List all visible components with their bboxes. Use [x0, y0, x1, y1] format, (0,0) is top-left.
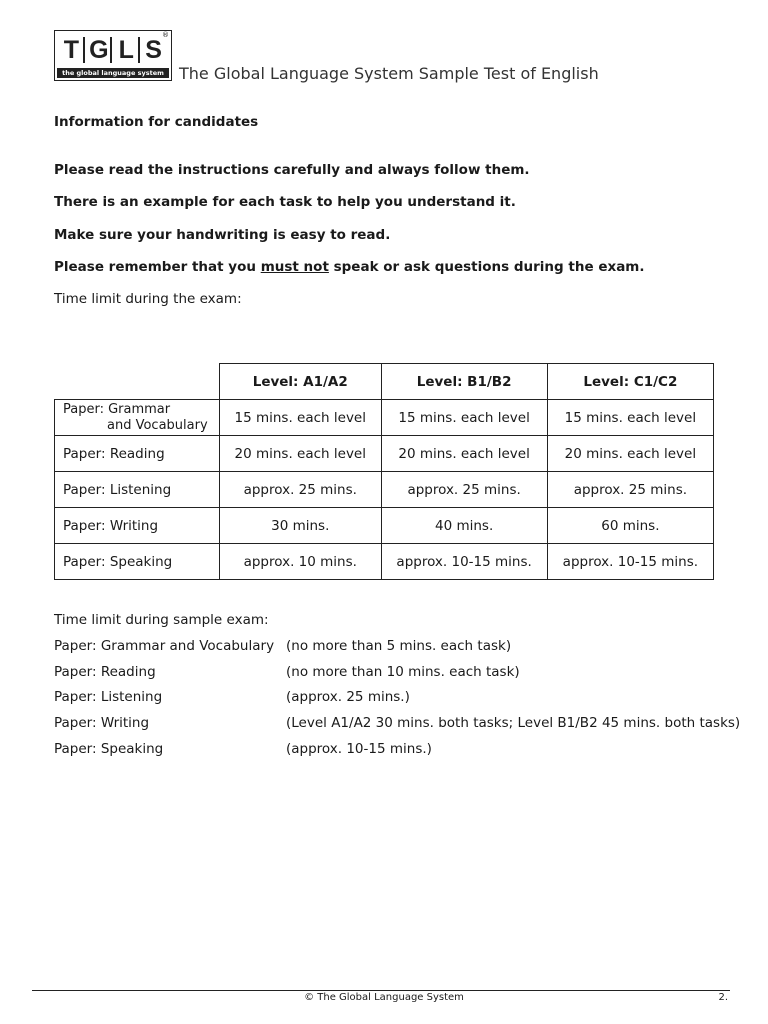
table-row: [55, 400, 714, 436]
table-row: [55, 472, 714, 508]
sample-paper: Paper: Writing: [54, 715, 150, 731]
time-limit-table: [54, 363, 714, 580]
table-cell: approx. 10 mins.: [220, 544, 382, 580]
table-cell: approx. 25 mins.: [220, 472, 382, 508]
row-label: Paper: Speaking: [55, 544, 220, 580]
table-cell: 20 mins. each level: [547, 436, 713, 472]
table-header: Level: A1/A2: [220, 364, 382, 400]
table-cell: approx. 10-15 mins.: [547, 544, 713, 580]
footer-copyright: © The Global Language System: [304, 992, 464, 1003]
row-label: Paper: Reading: [55, 436, 220, 472]
table-cell: 20 mins. each level: [381, 436, 547, 472]
warning-emphasis: must not: [260, 259, 329, 275]
sample-row: [54, 689, 410, 705]
table-corner: [55, 364, 220, 400]
footer-divider: [32, 990, 730, 991]
sample-time: (no more than 5 mins. each task): [286, 638, 512, 654]
sample-time: (no more than 10 mins. each task): [286, 664, 520, 680]
table-header: Level: C1/C2: [547, 364, 713, 400]
sample-row: [54, 715, 740, 731]
table-cell: 30 mins.: [220, 508, 382, 544]
table-cell: approx. 25 mins.: [381, 472, 547, 508]
row-label: Paper: Listening: [55, 472, 220, 508]
sample-paper: Paper: Reading: [54, 664, 156, 680]
page-number: 2.: [718, 992, 728, 1003]
info-line-warning: [54, 259, 645, 275]
table-row: [55, 436, 714, 472]
row-label: [55, 400, 220, 436]
sample-paper: Paper: Grammar and Vocabulary: [54, 638, 275, 654]
sample-row: [54, 741, 432, 757]
table-cell: 15 mins. each level: [547, 400, 713, 436]
sample-time: (approx. 25 mins.): [286, 689, 410, 705]
table-cell: 40 mins.: [381, 508, 547, 544]
info-line: Please read the instructions carefully and always follow them.: [54, 162, 530, 178]
logo-letter: S: [145, 35, 163, 64]
sample-row: [54, 638, 511, 654]
row-label-line: Paper: Grammar: [63, 401, 171, 417]
table-cell: 60 mins.: [547, 508, 713, 544]
sample-paper: Paper: Speaking: [54, 741, 164, 757]
logo-tagline: the global language system: [57, 68, 169, 78]
sample-paper: Paper: Listening: [54, 689, 163, 705]
sample-heading: Time limit during sample exam:: [54, 612, 269, 628]
info-line: Make sure your handwriting is easy to read.: [54, 227, 391, 243]
info-heading: Information for candidates: [54, 114, 259, 130]
table-row: [55, 544, 714, 580]
table-header: Level: B1/B2: [381, 364, 547, 400]
sample-time: (approx. 10-15 mins.): [286, 741, 432, 757]
table-cell: approx. 25 mins.: [547, 472, 713, 508]
row-label-line: and Vocabulary: [107, 417, 208, 433]
page-title: The Global Language System Sample Test of English: [179, 64, 599, 83]
table-cell: 15 mins. each level: [381, 400, 547, 436]
warning-post: speak or ask questions during the exam.: [328, 259, 645, 275]
logo-letter: G: [89, 35, 110, 64]
table-header-row: [55, 364, 714, 400]
sample-time: (Level A1/A2 30 mins. both tasks; Level B1/B2 45 mins. both tasks): [286, 715, 741, 731]
table-cell: approx. 10-15 mins.: [381, 544, 547, 580]
info-line: There is an example for each task to help you understand it.: [54, 194, 516, 210]
table-row: [55, 508, 714, 544]
tgls-logo: [54, 30, 172, 81]
warning-pre: Please remember that you: [54, 259, 261, 275]
sample-row: [54, 664, 520, 680]
logo-letters: [61, 35, 165, 65]
logo-letter: L: [118, 35, 135, 64]
registered-mark-icon: ®: [162, 31, 169, 39]
row-label: Paper: Writing: [55, 508, 220, 544]
table-cell: 15 mins. each level: [220, 400, 382, 436]
table-cell: 20 mins. each level: [220, 436, 382, 472]
time-limit-label: Time limit during the exam:: [54, 291, 242, 307]
logo-letter: T: [63, 35, 81, 64]
